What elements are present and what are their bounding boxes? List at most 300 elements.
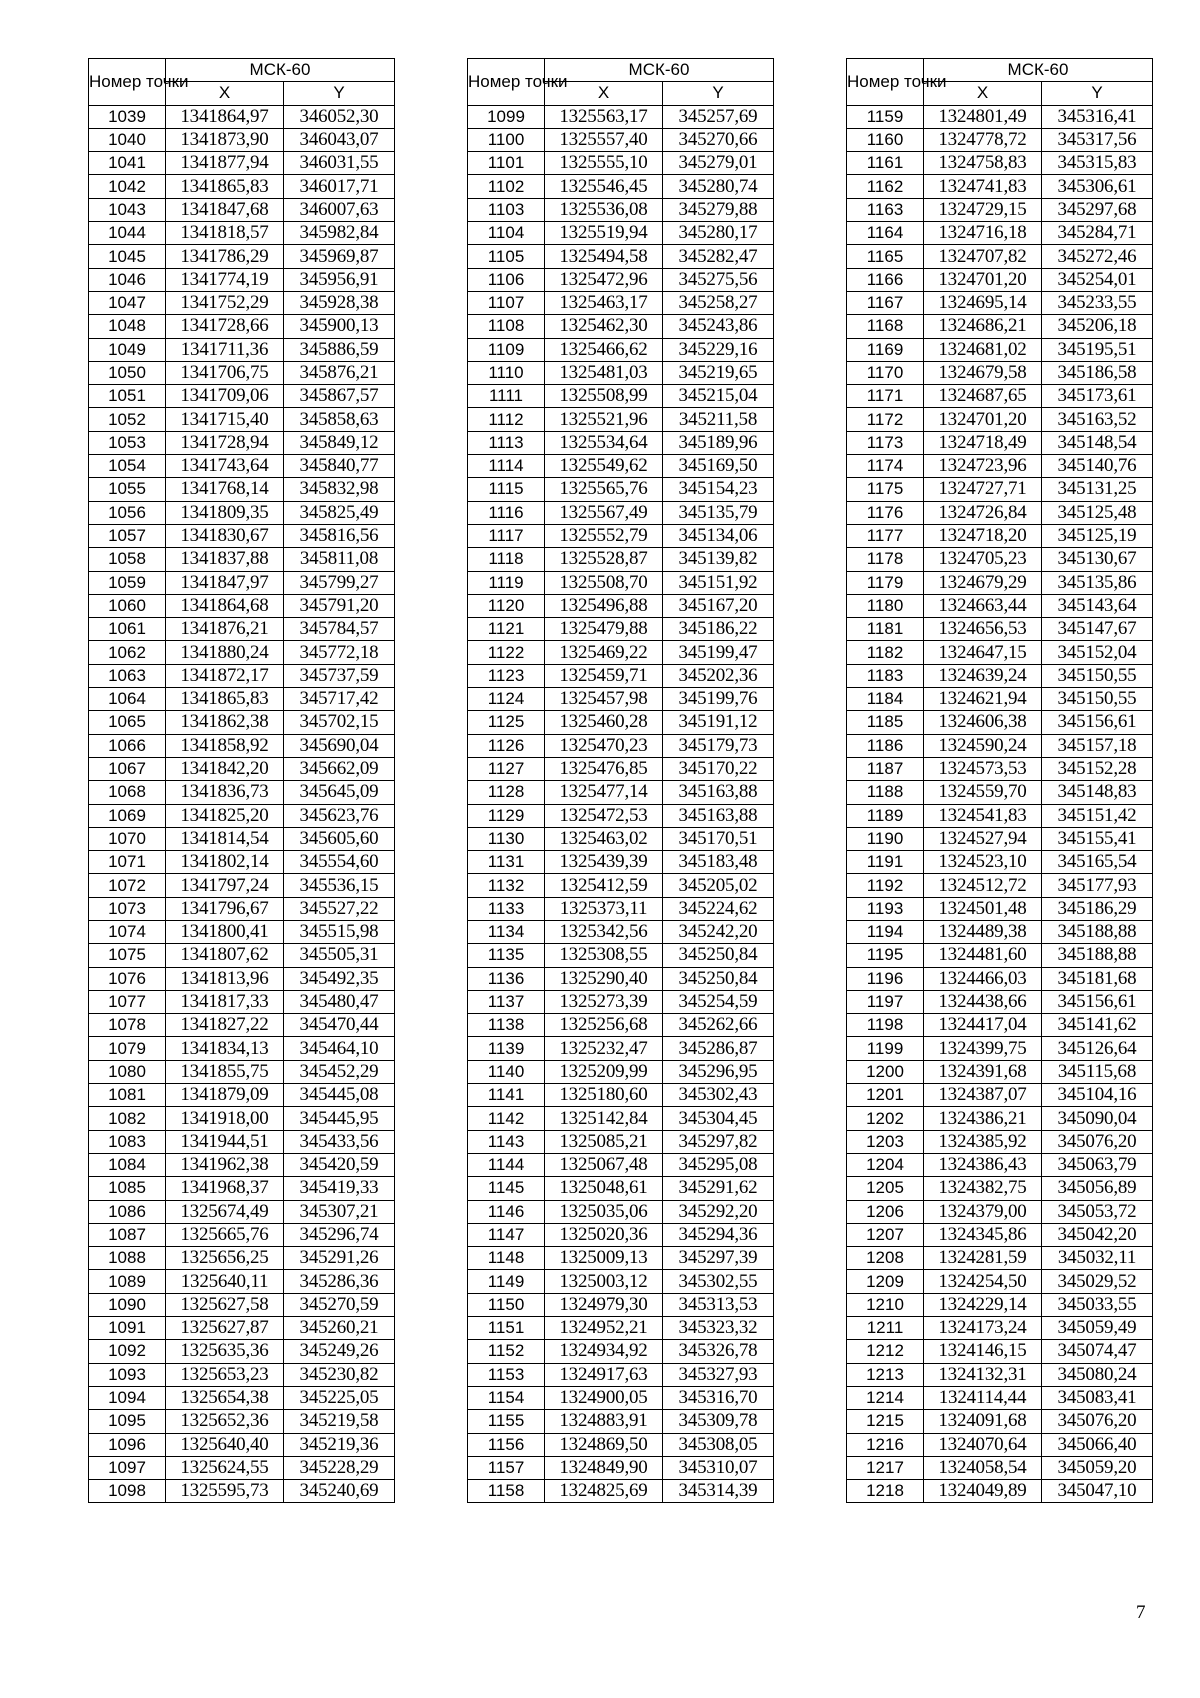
x-coordinate-cell: 1325412,59 [545,874,663,897]
y-coordinate-cell: 345186,22 [663,618,774,641]
x-coordinate-cell: 1324726,84 [924,501,1042,524]
point-number-cell: 1118 [468,548,545,571]
y-coordinate-cell: 345286,87 [663,1037,774,1060]
y-coordinate-cell: 345150,55 [1042,664,1153,687]
point-number-cell: 1205 [847,1177,924,1200]
y-coordinate-cell: 345148,83 [1042,781,1153,804]
y-coordinate-cell: 345033,55 [1042,1293,1153,1316]
x-coordinate-cell: 1324718,49 [924,431,1042,454]
y-coordinate-cell: 345224,62 [663,897,774,920]
y-coordinate-cell: 345126,64 [1042,1037,1153,1060]
x-coordinate-cell: 1341797,24 [166,874,284,897]
x-header: X [166,82,284,105]
x-coordinate-cell: 1325067,48 [545,1153,663,1176]
point-number-cell: 1197 [847,990,924,1013]
table-row [847,501,1153,524]
table-row [847,361,1153,384]
point-number-cell: 1093 [89,1363,166,1386]
point-number-cell: 1215 [847,1410,924,1433]
table-row [847,128,1153,151]
table-row [468,431,774,454]
table-row [468,1293,774,1316]
y-coordinate-cell: 345243,86 [663,315,774,338]
y-coordinate-cell: 345074,47 [1042,1340,1153,1363]
table-row [89,408,395,431]
table-row [89,618,395,641]
table-row [468,268,774,291]
point-number-cell: 1043 [89,198,166,221]
y-coordinate-cell: 345291,26 [284,1247,395,1270]
table-row [89,1223,395,1246]
table-row [468,291,774,314]
y-coordinate-cell: 345155,41 [1042,827,1153,850]
table-row [468,222,774,245]
point-number-cell: 1098 [89,1480,166,1503]
point-number-cell: 1206 [847,1200,924,1223]
x-coordinate-cell: 1325640,40 [166,1433,284,1456]
x-coordinate-cell: 1324281,59 [924,1247,1042,1270]
x-header: X [545,82,663,105]
table-row [89,524,395,547]
y-coordinate-cell: 345147,67 [1042,618,1153,641]
x-coordinate-cell: 1325003,12 [545,1270,663,1293]
x-coordinate-cell: 1324049,89 [924,1480,1042,1503]
table-row [847,641,1153,664]
table-row [847,920,1153,943]
table-row [89,664,395,687]
y-coordinate-cell: 345849,12 [284,431,395,454]
x-coordinate-cell: 1324900,05 [545,1386,663,1409]
x-coordinate-cell: 1324647,15 [924,641,1042,664]
x-coordinate-cell: 1324883,91 [545,1410,663,1433]
table-row [847,1177,1153,1200]
point-number-cell: 1128 [468,781,545,804]
table-row [847,1130,1153,1153]
y-coordinate-cell: 345188,88 [1042,944,1153,967]
point-number-cell: 1165 [847,245,924,268]
point-number-cell: 1096 [89,1433,166,1456]
point-number-cell: 1042 [89,175,166,198]
table-row [468,524,774,547]
table-row [468,1060,774,1083]
point-number-cell: 1196 [847,967,924,990]
x-coordinate-cell: 1325463,02 [545,827,663,850]
x-header: X [924,82,1042,105]
x-coordinate-cell: 1324934,92 [545,1340,663,1363]
y-header: Y [284,82,395,105]
table-row [847,874,1153,897]
y-coordinate-cell: 345527,22 [284,897,395,920]
x-coordinate-cell: 1341752,29 [166,291,284,314]
coordinates-table-3 [846,58,1153,1503]
point-number-cell: 1210 [847,1293,924,1316]
x-coordinate-cell: 1324681,02 [924,338,1042,361]
x-coordinate-cell: 1325654,38 [166,1386,284,1409]
x-coordinate-cell: 1324639,24 [924,664,1042,687]
point-number-cell: 1156 [468,1433,545,1456]
y-coordinate-cell: 345042,20 [1042,1223,1153,1246]
table-row [847,1084,1153,1107]
y-coordinate-cell: 345292,20 [663,1200,774,1223]
y-coordinate-cell: 345280,17 [663,222,774,245]
y-coordinate-cell: 345076,20 [1042,1130,1153,1153]
y-coordinate-cell: 345152,28 [1042,757,1153,780]
point-number-cell: 1179 [847,571,924,594]
x-coordinate-cell: 1341827,22 [166,1014,284,1037]
y-coordinate-cell: 345053,72 [1042,1200,1153,1223]
x-coordinate-cell: 1341728,66 [166,315,284,338]
y-coordinate-cell: 345876,21 [284,361,395,384]
x-coordinate-cell: 1324825,69 [545,1480,663,1503]
table-row [468,501,774,524]
x-coordinate-cell: 1325466,62 [545,338,663,361]
x-coordinate-cell: 1325653,23 [166,1363,284,1386]
point-number-cell: 1109 [468,338,545,361]
table-row [468,594,774,617]
point-number-cell: 1124 [468,688,545,711]
x-coordinate-cell: 1341968,37 [166,1177,284,1200]
point-number-cell: 1144 [468,1153,545,1176]
y-coordinate-cell: 345083,41 [1042,1386,1153,1409]
y-coordinate-cell: 345156,61 [1042,990,1153,1013]
x-coordinate-cell: 1341877,94 [166,152,284,175]
x-coordinate-cell: 1324466,03 [924,967,1042,990]
x-coordinate-cell: 1341706,75 [166,361,284,384]
x-coordinate-cell: 1325020,36 [545,1223,663,1246]
y-coordinate-cell: 345326,78 [663,1340,774,1363]
y-coordinate-cell: 345059,20 [1042,1456,1153,1479]
x-coordinate-cell: 1325009,13 [545,1247,663,1270]
x-coordinate-cell: 1324391,68 [924,1060,1042,1083]
y-coordinate-cell: 345279,01 [663,152,774,175]
table-row [468,1177,774,1200]
point-number-cell: 1140 [468,1060,545,1083]
x-coordinate-cell: 1324590,24 [924,734,1042,757]
table-row [847,1037,1153,1060]
point-number-cell: 1131 [468,851,545,874]
point-number-cell: 1132 [468,874,545,897]
table-row [89,222,395,245]
table-row [89,827,395,850]
y-coordinate-cell: 345825,49 [284,501,395,524]
x-coordinate-cell: 1325457,98 [545,688,663,711]
y-coordinate-cell: 345151,42 [1042,804,1153,827]
table-row [847,1293,1153,1316]
point-number-cell: 1055 [89,478,166,501]
table-row [847,1317,1153,1340]
point-number-cell: 1162 [847,175,924,198]
table-row [89,781,395,804]
x-coordinate-cell: 1341842,20 [166,757,284,780]
x-coordinate-cell: 1325470,23 [545,734,663,757]
y-coordinate-cell: 345302,55 [663,1270,774,1293]
point-number-cell: 1064 [89,688,166,711]
point-number-cell: 1095 [89,1410,166,1433]
table-row [847,315,1153,338]
y-coordinate-cell: 345928,38 [284,291,395,314]
x-coordinate-cell: 1325552,79 [545,524,663,547]
point-number-cell: 1135 [468,944,545,967]
x-coordinate-cell: 1341862,38 [166,711,284,734]
x-coordinate-cell: 1324541,83 [924,804,1042,827]
x-coordinate-cell: 1325373,11 [545,897,663,920]
x-coordinate-cell: 1325627,87 [166,1317,284,1340]
table-row [89,1386,395,1409]
point-number-cell: 1115 [468,478,545,501]
table-row [89,1084,395,1107]
y-coordinate-cell: 345254,01 [1042,268,1153,291]
point-number-cell: 1102 [468,175,545,198]
y-coordinate-cell: 345150,55 [1042,688,1153,711]
table-row [847,781,1153,804]
point-number-cell: 1150 [468,1293,545,1316]
y-coordinate-cell: 345206,18 [1042,315,1153,338]
point-number-cell: 1143 [468,1130,545,1153]
x-coordinate-cell: 1341715,40 [166,408,284,431]
point-number-cell: 1123 [468,664,545,687]
table-row [468,920,774,943]
point-number-cell: 1214 [847,1386,924,1409]
point-number-cell: 1114 [468,455,545,478]
x-coordinate-cell: 1324345,86 [924,1223,1042,1246]
point-number-cell: 1192 [847,874,924,897]
y-coordinate-cell: 345886,59 [284,338,395,361]
x-coordinate-cell: 1325273,39 [545,990,663,1013]
y-coordinate-cell: 345134,06 [663,524,774,547]
point-number-cell: 1071 [89,851,166,874]
x-coordinate-cell: 1341962,38 [166,1153,284,1176]
point-number-cell: 1117 [468,524,545,547]
point-number-cell: 1057 [89,524,166,547]
coordinate-system-header: МСК-60 [924,59,1153,82]
y-coordinate-cell: 345262,66 [663,1014,774,1037]
x-coordinate-cell: 1325439,39 [545,851,663,874]
table-row [847,757,1153,780]
point-number-cell: 1177 [847,524,924,547]
point-number-cell: 1174 [847,455,924,478]
x-coordinate-cell: 1325459,71 [545,664,663,687]
x-coordinate-cell: 1341834,13 [166,1037,284,1060]
coordinate-system-header: МСК-60 [166,59,395,82]
point-number-cell: 1068 [89,781,166,804]
x-coordinate-cell: 1325519,94 [545,222,663,245]
point-number-cell: 1092 [89,1340,166,1363]
point-number-cell: 1187 [847,757,924,780]
point-number-cell: 1189 [847,804,924,827]
x-coordinate-cell: 1324523,10 [924,851,1042,874]
table-row [89,688,395,711]
y-coordinate-cell: 345080,24 [1042,1363,1153,1386]
y-coordinate-cell: 345219,36 [284,1433,395,1456]
table-row [468,711,774,734]
point-number-cell: 1195 [847,944,924,967]
table-row [847,618,1153,641]
table-row [468,175,774,198]
point-number-cell: 1099 [468,105,545,128]
point-number-cell: 1120 [468,594,545,617]
y-coordinate-cell: 345452,29 [284,1060,395,1083]
y-coordinate-cell: 345310,07 [663,1456,774,1479]
y-coordinate-cell: 345492,35 [284,967,395,990]
y-coordinate-cell: 345215,04 [663,385,774,408]
coordinates-table-2 [467,58,774,1503]
y-coordinate-cell: 345163,88 [663,804,774,827]
table-row [847,1107,1153,1130]
y-coordinate-cell: 345737,59 [284,664,395,687]
y-coordinate-cell: 345315,83 [1042,152,1153,175]
table-row [89,1014,395,1037]
y-coordinate-cell: 346052,30 [284,105,395,128]
y-coordinate-cell: 345717,42 [284,688,395,711]
y-coordinate-cell: 345230,82 [284,1363,395,1386]
x-coordinate-cell: 1341809,35 [166,501,284,524]
table-row [847,338,1153,361]
point-number-cell: 1107 [468,291,545,314]
point-number-cell: 1145 [468,1177,545,1200]
table-row [847,734,1153,757]
table-row [468,315,774,338]
y-coordinate-cell: 345143,64 [1042,594,1153,617]
table-row [89,1247,395,1270]
x-coordinate-cell: 1325209,99 [545,1060,663,1083]
point-number-cell: 1101 [468,152,545,175]
point-number-cell: 1188 [847,781,924,804]
point-number-cell: 1051 [89,385,166,408]
x-coordinate-cell: 1324705,23 [924,548,1042,571]
point-number-cell: 1069 [89,804,166,827]
x-coordinate-cell: 1324146,15 [924,1340,1042,1363]
table-row [468,1130,774,1153]
y-coordinate-cell: 345167,20 [663,594,774,617]
y-coordinate-cell: 345249,26 [284,1340,395,1363]
x-coordinate-cell: 1341807,62 [166,944,284,967]
point-number-cell: 1133 [468,897,545,920]
x-coordinate-cell: 1341847,68 [166,198,284,221]
y-coordinate-cell: 345141,62 [1042,1014,1153,1037]
x-coordinate-cell: 1341743,64 [166,455,284,478]
y-coordinate-cell: 345056,89 [1042,1177,1153,1200]
y-coordinate-cell: 345296,74 [284,1223,395,1246]
x-coordinate-cell: 1325549,62 [545,455,663,478]
point-number-cell: 1113 [468,431,545,454]
table-row [847,1247,1153,1270]
x-coordinate-cell: 1341864,68 [166,594,284,617]
y-coordinate-cell: 345076,20 [1042,1410,1153,1433]
y-coordinate-cell: 346043,07 [284,128,395,151]
table-row [847,897,1153,920]
point-number-cell: 1164 [847,222,924,245]
y-coordinate-cell: 345177,93 [1042,874,1153,897]
x-coordinate-cell: 1324679,58 [924,361,1042,384]
point-number-cell: 1149 [468,1270,545,1293]
point-number-cell: 1167 [847,291,924,314]
table-row [89,804,395,827]
point-number-cell: 1089 [89,1270,166,1293]
point-number-cell: 1178 [847,548,924,571]
point-number-cell: 1153 [468,1363,545,1386]
table-row [89,897,395,920]
x-coordinate-cell: 1341709,06 [166,385,284,408]
x-coordinate-cell: 1324489,38 [924,920,1042,943]
y-coordinate-cell: 345327,93 [663,1363,774,1386]
point-number-cell: 1212 [847,1340,924,1363]
point-number-cell: 1182 [847,641,924,664]
coordinate-system-header: МСК-60 [545,59,774,82]
x-coordinate-cell: 1325180,60 [545,1084,663,1107]
point-number-cell: 1104 [468,222,545,245]
table-row [89,105,395,128]
y-coordinate-cell: 345090,04 [1042,1107,1153,1130]
y-coordinate-cell: 345063,79 [1042,1153,1153,1176]
y-coordinate-cell: 345250,84 [663,944,774,967]
x-coordinate-cell: 1324385,92 [924,1130,1042,1153]
point-number-cell: 1218 [847,1480,924,1503]
point-number-cell: 1152 [468,1340,545,1363]
table-row [847,688,1153,711]
point-number-cell: 1063 [89,664,166,687]
y-coordinate-cell: 345130,67 [1042,548,1153,571]
table-row [468,245,774,268]
y-coordinate-cell: 345219,58 [284,1410,395,1433]
x-coordinate-cell: 1325624,55 [166,1456,284,1479]
y-coordinate-cell: 345816,56 [284,524,395,547]
y-coordinate-cell: 345225,05 [284,1386,395,1409]
y-coordinate-cell: 345306,61 [1042,175,1153,198]
x-coordinate-cell: 1341944,51 [166,1130,284,1153]
point-number-cell: 1139 [468,1037,545,1060]
table-row [89,1293,395,1316]
x-coordinate-cell: 1341918,00 [166,1107,284,1130]
y-header: Y [1042,82,1153,105]
point-number-cell: 1173 [847,431,924,454]
x-coordinate-cell: 1324501,48 [924,897,1042,920]
point-number-cell: 1199 [847,1037,924,1060]
point-number-cell: 1119 [468,571,545,594]
x-coordinate-cell: 1341858,92 [166,734,284,757]
y-coordinate-cell: 345317,56 [1042,128,1153,151]
x-coordinate-cell: 1325521,96 [545,408,663,431]
table-row [468,455,774,478]
x-coordinate-cell: 1341802,14 [166,851,284,874]
table-row [847,1410,1153,1433]
table-row [89,455,395,478]
table-row [89,128,395,151]
y-coordinate-cell: 345257,69 [663,105,774,128]
y-coordinate-cell: 345304,45 [663,1107,774,1130]
x-coordinate-cell: 1341836,73 [166,781,284,804]
point-number-cell: 1079 [89,1037,166,1060]
table-row [847,594,1153,617]
table-row [847,1270,1153,1293]
x-coordinate-cell: 1324707,82 [924,245,1042,268]
point-number-cell: 1184 [847,688,924,711]
x-coordinate-cell: 1324663,44 [924,594,1042,617]
y-coordinate-cell: 345464,10 [284,1037,395,1060]
point-number-cell: 1086 [89,1200,166,1223]
point-number-header: Номер точки [468,59,545,106]
y-coordinate-cell: 345470,44 [284,1014,395,1037]
y-coordinate-cell: 345199,76 [663,688,774,711]
y-coordinate-cell: 345260,21 [284,1317,395,1340]
y-coordinate-cell: 345284,71 [1042,222,1153,245]
y-coordinate-cell: 345505,31 [284,944,395,967]
table-row [847,1433,1153,1456]
point-number-cell: 1097 [89,1456,166,1479]
point-number-cell: 1070 [89,827,166,850]
table-row [468,478,774,501]
table-row [89,361,395,384]
y-coordinate-cell: 345308,05 [663,1433,774,1456]
